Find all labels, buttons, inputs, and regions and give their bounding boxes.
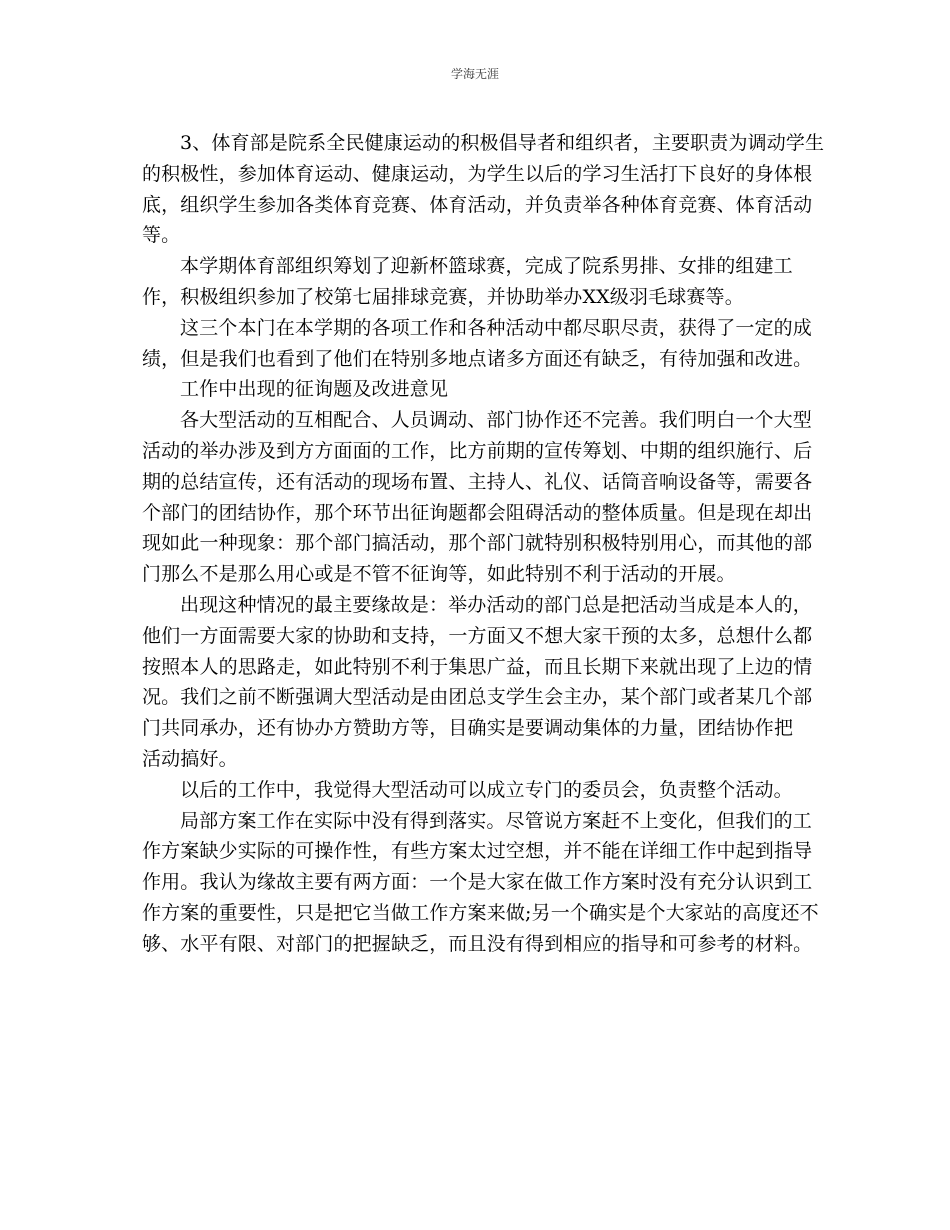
paragraph <box>142 775 812 806</box>
text-line: 个部门的团结协作，那个环节出征询题都会阻碍活动的整体质量。但是现在却出 <box>142 501 813 524</box>
page-header: 学海无涯 <box>450 67 499 81</box>
text-line: 按照本人的思路走，如此特别不利于集思广益，而且长期下来就出现了上边的情 <box>142 655 813 678</box>
paragraph <box>142 590 812 775</box>
text-line: 工作中出现的征询题及改进意见 <box>180 378 449 401</box>
text-line: 作方案的重要性，只是把它当做工作方案来做;另一个确实是个大家站的高度还不 <box>142 901 819 924</box>
text-line: 这三个本门在本学期的各项工作和各种活动中都尽职尽责，获得了一定的成 <box>180 316 812 339</box>
text-line: 绩，但是我们也看到了他们在特别多地点诸多方面还有缺乏，有待加强和改进。 <box>142 347 813 370</box>
text-line: 现如此一种现象：那个部门搞活动，那个部门就特别积极特别用心，而其他的部 <box>142 532 813 555</box>
text-line: 的积极性，参加体育运动、健康运动，为学生以后的学习生活打下良好的身体根 <box>142 162 813 185</box>
paragraph <box>142 806 819 960</box>
document-body <box>142 128 825 960</box>
paragraph <box>142 405 812 590</box>
text-line: 3、体育部是院系全民健康运动的积极倡导者和组织者，主要职责为调动学生 <box>180 132 825 154</box>
text-line: 局部方案工作在实际中没有得到落实。尽管说方案赶不上变化，但我们的工 <box>180 809 812 832</box>
text-line: 门那么不是那么用心或是不管不征询等，如此特别不利于活动的开展。 <box>142 563 736 586</box>
text-line: 出现这种情况的最主要缘故是：举办活动的部门总是把活动当成是本人的， <box>180 593 812 616</box>
text-line: 底，组织学生参加各类体育竞赛、体育活动，并负责举各种体育竞赛、体育活动 <box>142 193 813 216</box>
text-line: 作，积极组织参加了校第七届排球竞赛，并协助举办XX级羽毛球赛等。 <box>142 285 744 308</box>
text-line: 作方案缺少实际的可操作性，有些方案太过空想，并不能在详细工作中起到指导 <box>142 840 813 863</box>
paragraph-heading <box>142 374 812 405</box>
paragraph <box>142 313 812 375</box>
text-line: 等。 <box>142 224 181 247</box>
text-line: 他们一方面需要大家的协助和支持，一方面又不想大家干预的太多，总想什么都 <box>142 624 813 647</box>
text-line: 本学期体育部组织筹划了迎新杯篮球赛，完成了院系男排、女排的组建工 <box>180 255 793 278</box>
text-line: 门共同承办，还有协办方赞助方等，目确实是要调动集体的力量，团结协作把 <box>142 717 794 740</box>
text-line: 够、水平有限、对部门的把握缺乏，而且没有得到相应的指导和可参考的材料。 <box>142 932 813 955</box>
text-line: 各大型活动的互相配合、人员调动、部门协作还不完善。我们明白一个大型 <box>180 409 812 432</box>
text-line: 活动搞好。 <box>142 747 238 770</box>
text-line: 以后的工作中，我觉得大型活动可以成立专门的委员会，负责整个活动。 <box>180 778 793 801</box>
text-line: 作用。我认为缘故主要有两方面：一个是大家在做工作方案时没有充分认识到工 <box>142 871 813 894</box>
text-line: 期的总结宣传，还有活动的现场布置、主持人、礼仪、话筒音响设备等，需要各 <box>142 470 813 493</box>
paragraph <box>142 128 825 251</box>
text-line: 活动的举办涉及到方方面面的工作，比方前期的宣传筹划、中期的组织施行、后 <box>142 439 813 462</box>
text-line: 况。我们之前不断强调大型活动是由团总支学生会主办，某个部门或者某几个部 <box>142 686 813 709</box>
paragraph <box>142 251 812 313</box>
